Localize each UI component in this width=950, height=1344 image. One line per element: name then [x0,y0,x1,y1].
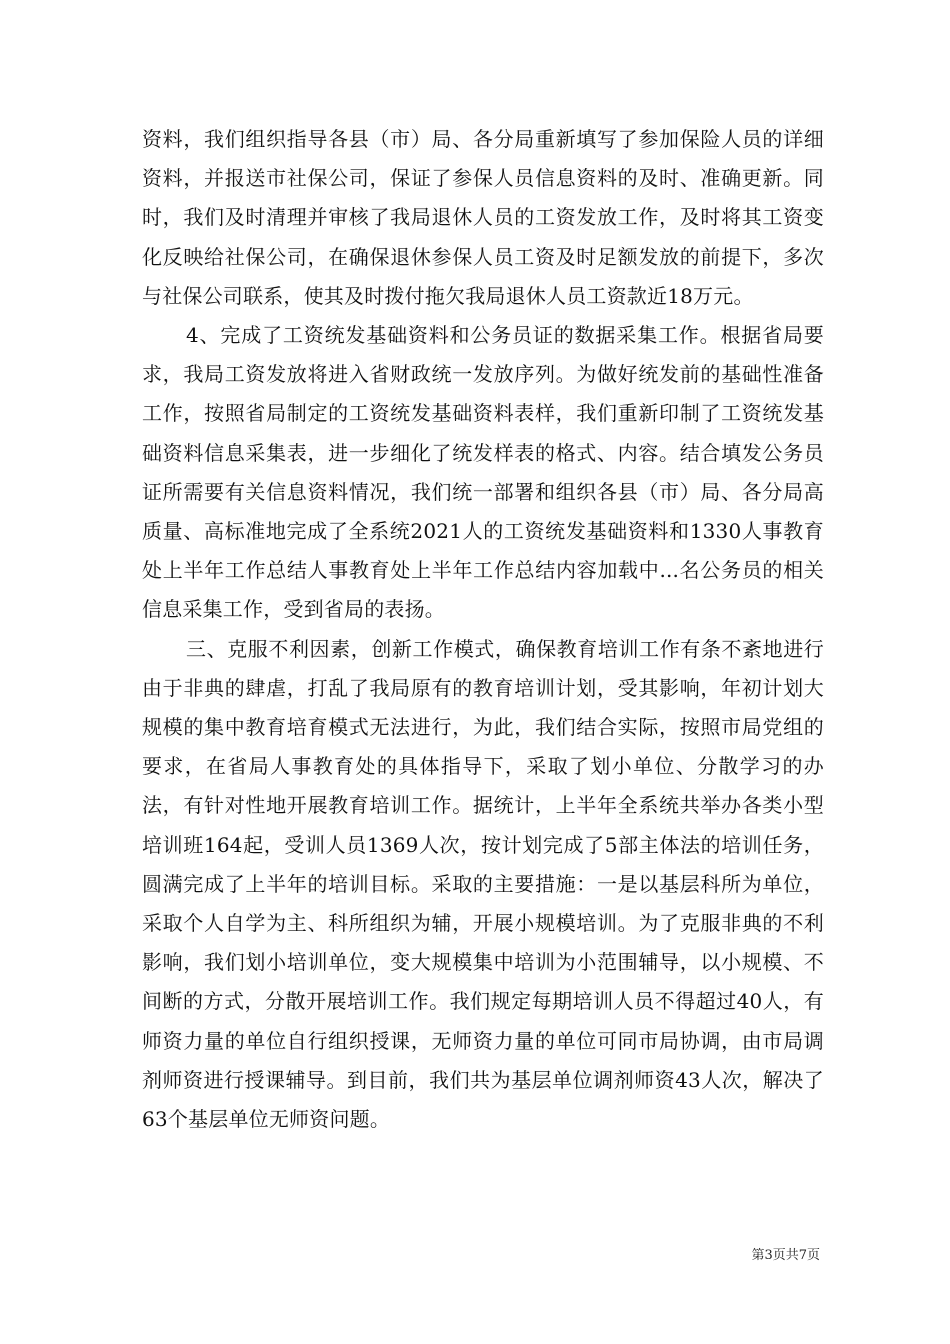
paragraph-education-training: 三、克服不利因素，创新工作模式，确保教育培训工作有条不紊地进行由于非典的肆虐，打乱了我局原有的教育培训计划，受其影响，年初计划大规模的集中教育培育模式无法进行，为此，我们结合实际，按照市局党组的要求，在省局人事教育处的具体指导下，采取了划小单位、分散学习的办法，有针对性地开展教育培训工作。据统计，上半年全系统共举办各类小型培训班164起，受训人员1369人次，按计划完成了5部主体法的培训任务，圆满完成了上半年的培训目标。采取的主要措施：一是以基层科所为单位，采取个人自学为主、科所组织为辅，开展小规模培训。为了克服非典的不利影响，我们划小培训单位，变大规模集中培训为小范围辅导，以小规模、不间断的方式，分散开展培训工作。我们规定每期培训人员不得超过40人，有师资力量的单位自行组织授课，无师资力量的单位可同市局协调，由市局调剂师资进行授课辅导。到目前，我们共为基层单位调剂师资43人次，解决了63个基层单位无师资问题。 [142,636,824,1132]
page-number-footer: 第3页共7页 [751,1248,820,1263]
paragraph-payroll-data: 4、完成了工资统发基础资料和公务员证的数据采集工作。根据省局要求，我局工资发放将进入省财政统一发放序列。为做好统发前的基础性准备工作，按照省局制定的工资统发基础资料表样，我们重新印制了工资统发基础资料信息采集表，进一步细化了统发样表的格式、内容。结合填发公务员证所需要有关信息资料情况，我们统一部署和组织各县（市）局、各分局高质量、高标准地完成了全系统2021人的工资统发基础资料和1330人事教育处上半年工作总结人事教育处上半年工作总结内容加载中...名公务员的相关信息采集工作，受到省局的表扬。 [142,323,824,622]
paragraph-social-insurance: 资料，我们组织指导各县（市）局、各分局重新填写了参加保险人员的详细资料，并报送市社保公司，保证了参保人员信息资料的及时、准确更新。同时，我们及时清理并审核了我局退休人员的工资发放工作，及时将其工资变化反映给社保公司，在确保退休参保人员工资及时足额发放的前提下，多次与社保公司联系，使其及时拨付拖欠我局退休人员工资款近18万元。 [142,127,824,308]
document-body [142,120,824,1139]
